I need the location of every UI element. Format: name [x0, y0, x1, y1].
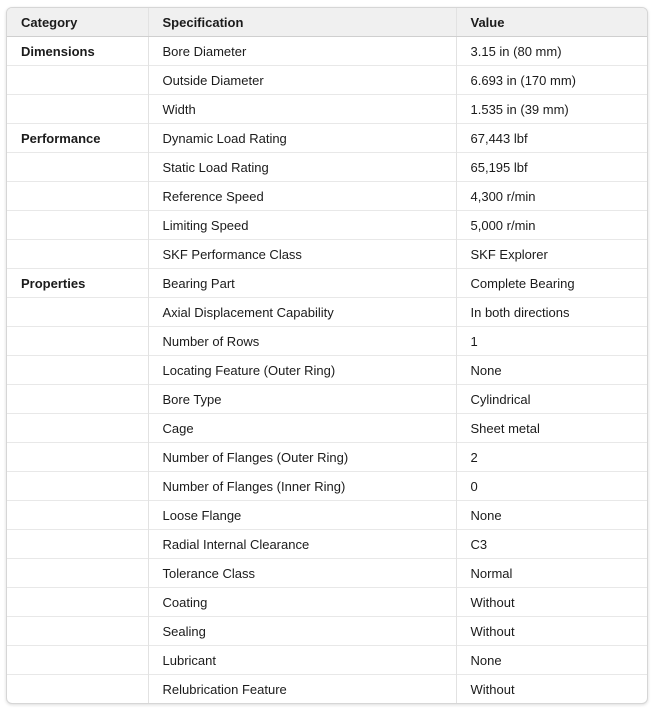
- spec-cell: Number of Flanges (Outer Ring): [148, 443, 456, 472]
- table-row: [7, 327, 647, 356]
- category-cell: [7, 385, 148, 414]
- category-cell: [7, 617, 148, 646]
- value-cell: Without: [456, 588, 647, 617]
- value-cell: 2: [456, 443, 647, 472]
- table-row: [7, 530, 647, 559]
- value-cell: 5,000 r/min: [456, 211, 647, 240]
- category-cell: [7, 356, 148, 385]
- value-cell: Cylindrical: [456, 385, 647, 414]
- spec-cell: Dynamic Load Rating: [148, 124, 456, 153]
- table-row: [7, 559, 647, 588]
- table-row: [7, 211, 647, 240]
- spec-cell: Locating Feature (Outer Ring): [148, 356, 456, 385]
- category-cell: [7, 240, 148, 269]
- table-row: [7, 501, 647, 530]
- category-cell: [7, 501, 148, 530]
- category-cell: [7, 95, 148, 124]
- spec-cell: Radial Internal Clearance: [148, 530, 456, 559]
- spec-cell: Cage: [148, 414, 456, 443]
- spec-cell: Lubricant: [148, 646, 456, 675]
- category-cell: [7, 646, 148, 675]
- spec-table: [7, 8, 647, 703]
- spec-cell: Bore Type: [148, 385, 456, 414]
- table-row: [7, 124, 647, 153]
- category-cell: [7, 153, 148, 182]
- value-cell: 1: [456, 327, 647, 356]
- value-cell: 0: [456, 472, 647, 501]
- spec-cell: Reference Speed: [148, 182, 456, 211]
- column-header-category: Category: [7, 8, 148, 37]
- value-cell: None: [456, 646, 647, 675]
- category-cell: Properties: [7, 269, 148, 298]
- spec-cell: Bore Diameter: [148, 37, 456, 66]
- table-row: [7, 588, 647, 617]
- value-cell: 1.535 in (39 mm): [456, 95, 647, 124]
- spec-cell: Outside Diameter: [148, 66, 456, 95]
- table-row: [7, 385, 647, 414]
- category-cell: [7, 530, 148, 559]
- category-cell: [7, 588, 148, 617]
- value-cell: None: [456, 356, 647, 385]
- value-cell: In both directions: [456, 298, 647, 327]
- value-cell: 3.15 in (80 mm): [456, 37, 647, 66]
- spec-cell: Tolerance Class: [148, 559, 456, 588]
- spec-cell: SKF Performance Class: [148, 240, 456, 269]
- table-header-row: [7, 8, 647, 37]
- value-cell: Complete Bearing: [456, 269, 647, 298]
- table-row: [7, 153, 647, 182]
- category-cell: [7, 559, 148, 588]
- table-row: [7, 472, 647, 501]
- value-cell: C3: [456, 530, 647, 559]
- value-cell: Without: [456, 675, 647, 704]
- category-cell: [7, 443, 148, 472]
- table-row: [7, 298, 647, 327]
- spec-cell: Relubrication Feature: [148, 675, 456, 704]
- category-cell: Dimensions: [21, 43, 95, 59]
- column-header-specification: Specification: [148, 8, 456, 37]
- value-cell: 4,300 r/min: [456, 182, 647, 211]
- table-row: [7, 269, 647, 298]
- table-row: [7, 414, 647, 443]
- value-cell: 65,195 lbf: [456, 153, 647, 182]
- table-row: [7, 182, 647, 211]
- spec-cell: Sealing: [148, 617, 456, 646]
- spec-cell: Width: [148, 95, 456, 124]
- category-cell: [7, 472, 148, 501]
- category-cell: [7, 211, 148, 240]
- spec-cell: Coating: [148, 588, 456, 617]
- table-row: [7, 617, 647, 646]
- spec-cell: Bearing Part: [148, 269, 456, 298]
- value-cell: SKF Explorer: [456, 240, 647, 269]
- category-cell: [7, 675, 148, 704]
- category-cell: [7, 298, 148, 327]
- category-cell: [7, 327, 148, 356]
- column-header-value: Value: [456, 8, 647, 37]
- value-cell: Sheet metal: [456, 414, 647, 443]
- value-cell: 67,443 lbf: [456, 124, 647, 153]
- table-row: [7, 95, 647, 124]
- bearing-spec-table: [6, 7, 648, 704]
- category-cell: Performance: [7, 124, 148, 153]
- table-row: [7, 240, 647, 269]
- table-row: [7, 443, 647, 472]
- table-row: [7, 646, 647, 675]
- spec-cell: Static Load Rating: [148, 153, 456, 182]
- spec-cell: Axial Displacement Capability: [148, 298, 456, 327]
- table-row: [7, 675, 647, 704]
- spec-cell: Limiting Speed: [148, 211, 456, 240]
- category-cell: [7, 66, 148, 95]
- value-cell: None: [456, 501, 647, 530]
- value-cell: 6.693 in (170 mm): [456, 66, 647, 95]
- table-row: [7, 37, 647, 66]
- table-row: [7, 66, 647, 95]
- table-row: [7, 356, 647, 385]
- category-cell: [7, 182, 148, 211]
- value-cell: Without: [456, 617, 647, 646]
- value-cell: Normal: [456, 559, 647, 588]
- spec-cell: Number of Rows: [148, 327, 456, 356]
- category-cell: [7, 414, 148, 443]
- spec-cell: Loose Flange: [148, 501, 456, 530]
- spec-cell: Number of Flanges (Inner Ring): [148, 472, 456, 501]
